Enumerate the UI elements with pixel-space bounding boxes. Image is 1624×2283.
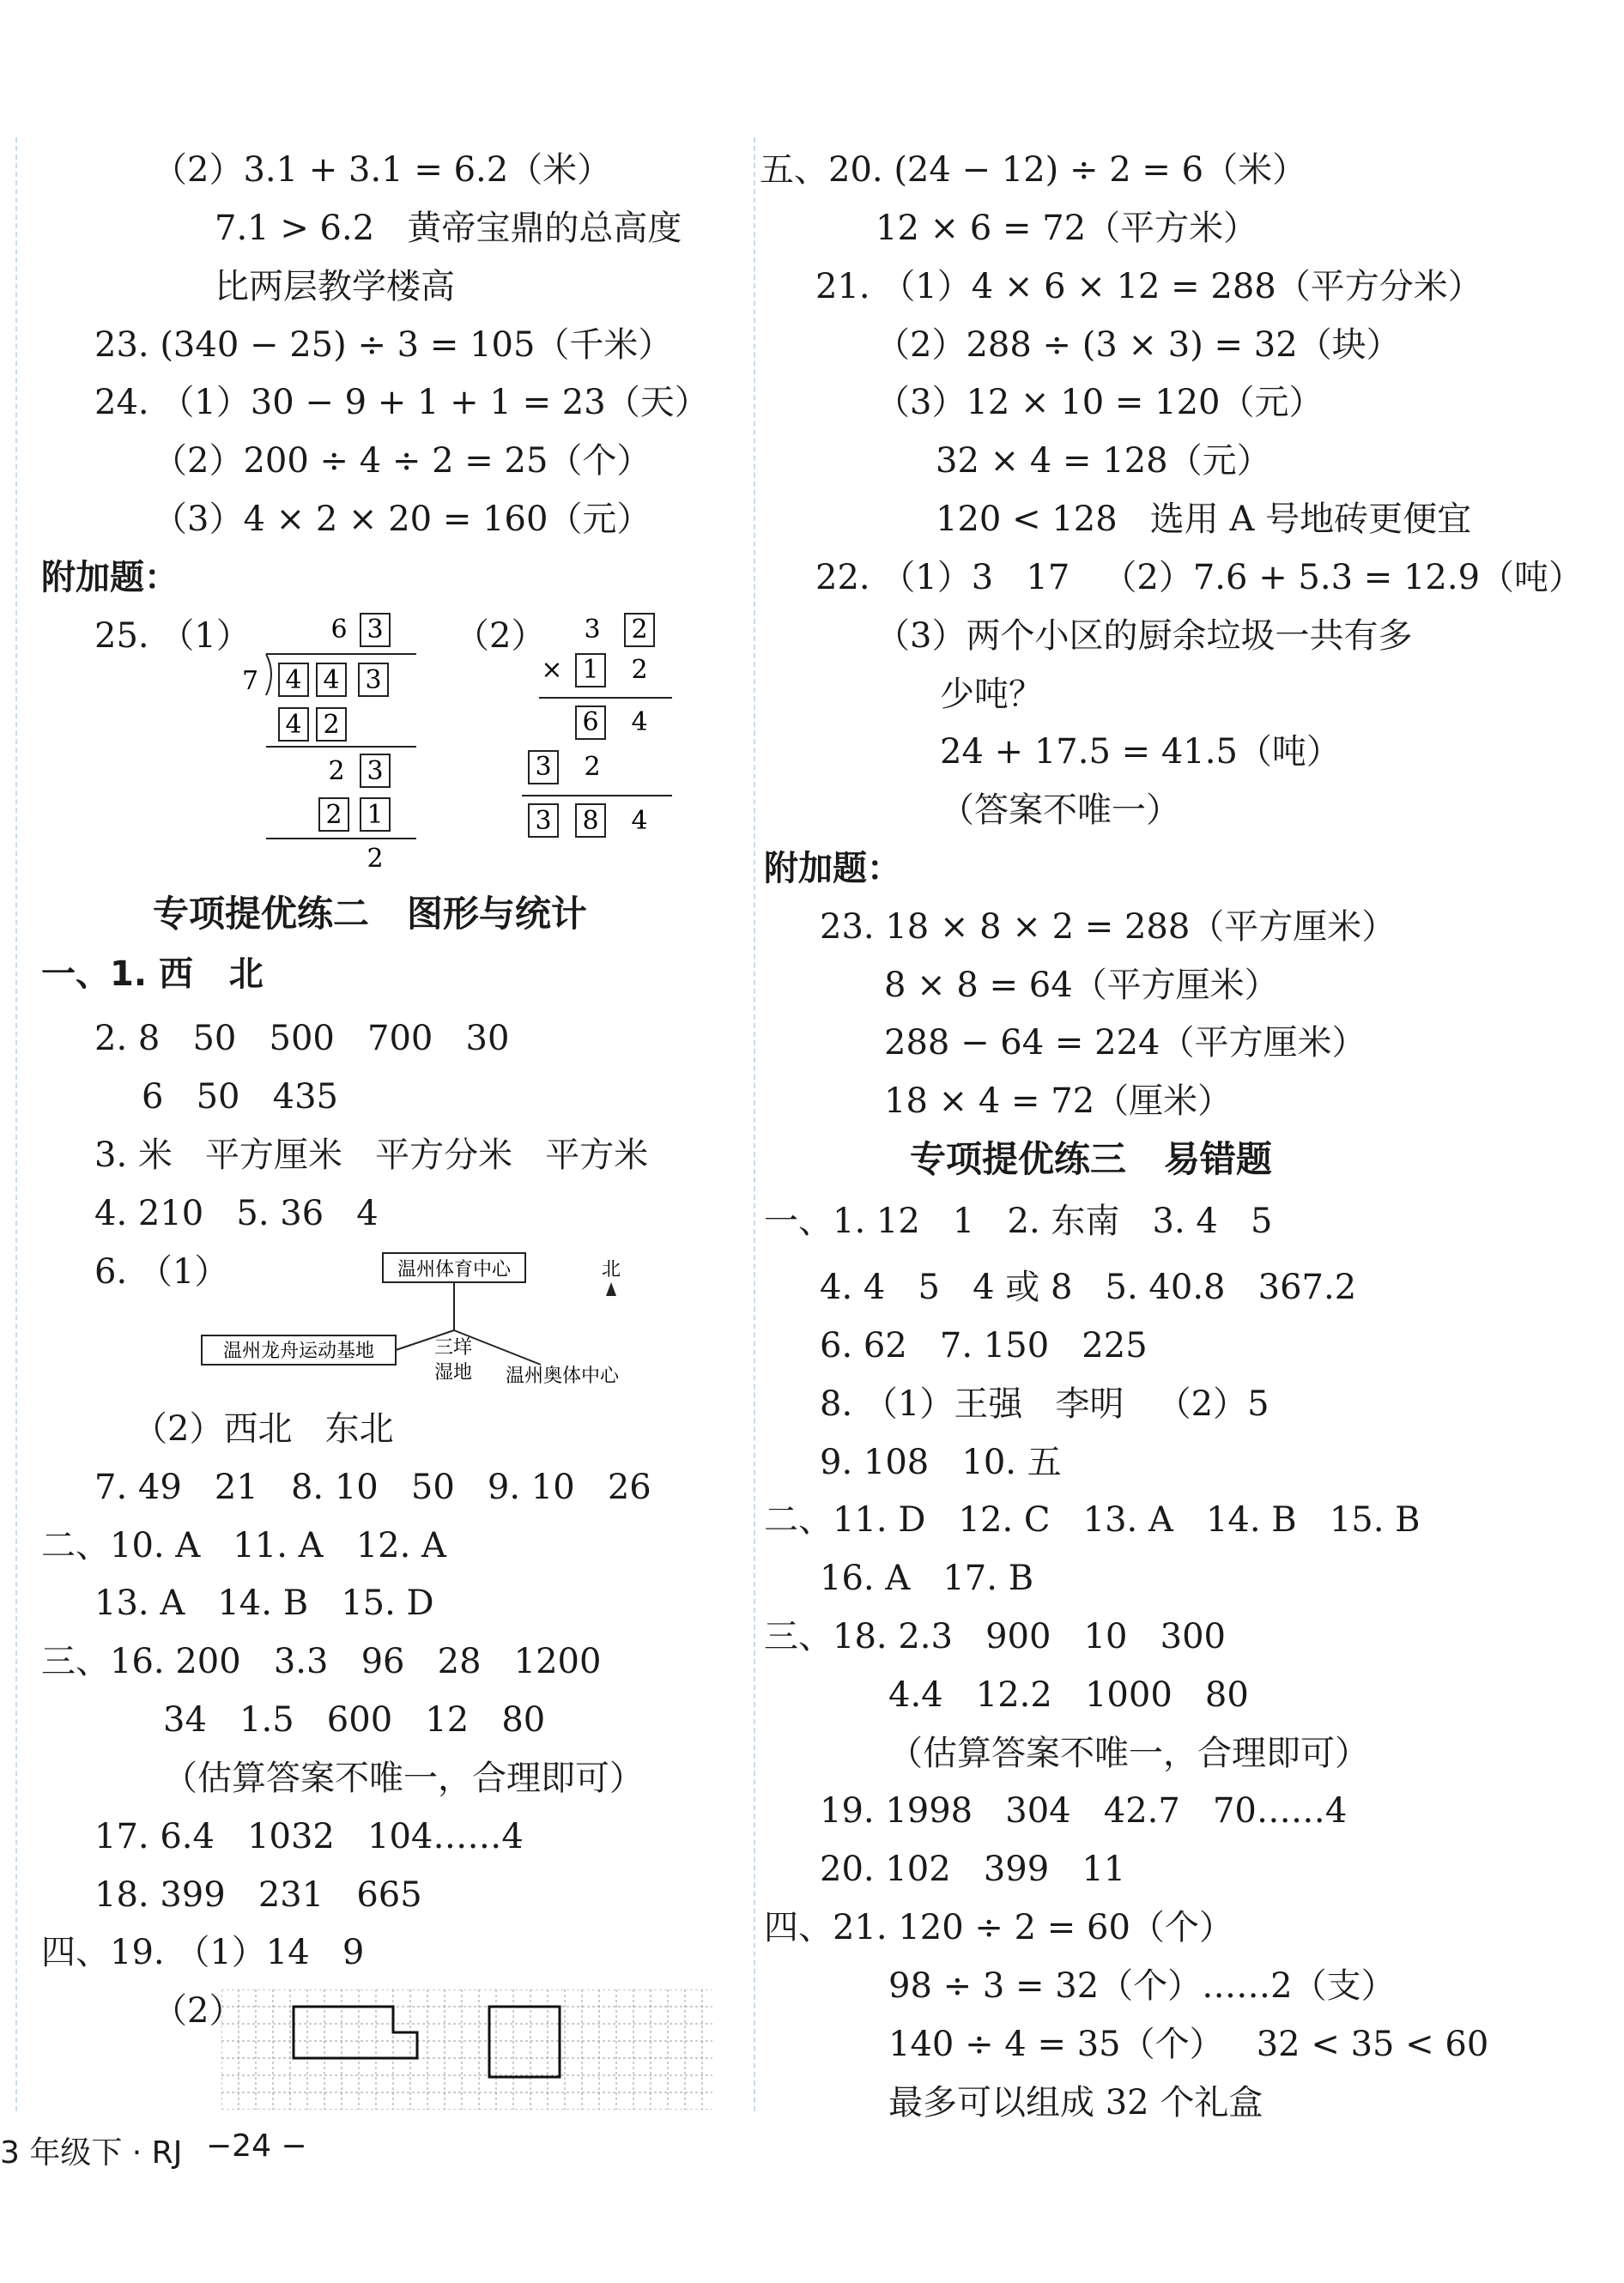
answer-line: 9. 108 10. 五 (820, 1443, 1062, 1482)
dividend-digit: 3 (365, 665, 382, 695)
partial-digit: 3 (535, 752, 552, 782)
answer-line: 4. 4 5 4 或 8 5. 40.8 367.2 (820, 1268, 1357, 1307)
answer-line: 三、16. 200 3.3 96 28 1200 (41, 1642, 602, 1681)
map-label: 温州奥体中心 (505, 1366, 620, 1387)
answer-line: （2） (153, 1991, 244, 2031)
remainder-digit: 2 (328, 756, 345, 786)
vertical-multiplication (513, 605, 685, 854)
map-label: 温州体育中心 (397, 1259, 512, 1281)
answer-line: 23. 18 × 8 × 2 = 288（平方厘米） (820, 907, 1397, 947)
answer-line: 24 + 17.5 = 41.5（吨） (940, 732, 1341, 772)
product-digit: 8 (582, 806, 599, 836)
answer-line: 三、18. 2.3 900 10 300 (764, 1617, 1226, 1656)
answer-line: 2. 8 50 500 700 30 (94, 1019, 510, 1058)
answer-line: （2）西北 东北 (133, 1409, 394, 1449)
answer-line: （2）200 ÷ 4 ÷ 2 = 25（个） (153, 441, 651, 481)
answer-line: 23. (340 − 25) ÷ 3 = 105（千米） (94, 325, 673, 365)
column-divider (754, 137, 755, 2111)
answer-line: 19. 1998 304 42.7 70……4 (820, 1791, 1348, 1831)
answer-line: 120 < 128 选用 A 号地砖更便宜 (936, 500, 1472, 539)
answer-line: 8 × 8 = 64（平方厘米） (884, 966, 1279, 1005)
north-arrow-icon (606, 1282, 616, 1296)
factor-digit: 2 (631, 655, 648, 685)
answer-line: 7.1 > 6.2 黄帝宝鼎的总高度 (215, 209, 682, 248)
answer-line: 98 ÷ 3 = 32（个）……2（支） (888, 1966, 1396, 2006)
answer-line: （估算答案不唯一，合理即可） (163, 1759, 644, 1798)
divisor: 7 (242, 666, 259, 696)
section-title: 专项提优练三 易错题 (910, 1138, 1272, 1180)
bonus-heading: 附加题： (764, 849, 901, 888)
square-grid (221, 1989, 712, 2110)
answer-line: 6. 62 7. 150 225 (820, 1326, 1148, 1366)
shape-figure-1 (294, 2007, 417, 2058)
answer-line: 五、20. (24 − 12) ÷ 2 = 6（米） (760, 150, 1307, 190)
quotient-digit: 6 (330, 615, 348, 645)
answer-line: 21. （1）4 × 6 × 12 = 288（平方分米） (815, 267, 1482, 306)
answer-line: 140 ÷ 4 = 35（个） 32 < 35 < 60 (888, 2025, 1489, 2064)
subtract-digit: 2 (325, 800, 342, 830)
map-label: 温州龙舟运动基地 (222, 1341, 375, 1362)
partial-digit: 2 (584, 752, 601, 782)
bonus-heading: 附加题： (41, 558, 179, 597)
answer-line: 少吨？ (940, 675, 1043, 714)
answer-line: 288 − 64 = 224（平方厘米） (884, 1023, 1366, 1063)
answer-line: 22. （1）3 17 （2）7.6 + 5.3 = 12.9（吨） (815, 558, 1584, 597)
quotient-digit: 3 (367, 615, 384, 645)
answer-line: 6. （1） (94, 1252, 229, 1292)
answer-line: 比两层教学楼高 (215, 267, 455, 306)
answer-line: （答案不唯一） (940, 790, 1180, 830)
answer-line: 8. （1）王强 李明 （2）5 (820, 1384, 1270, 1424)
division-bracket (266, 654, 271, 695)
answer-line: （估算答案不唯一，合理即可） (888, 1734, 1369, 1773)
map-label: 三垟 (433, 1337, 473, 1359)
answer-line: 25. （1） (94, 616, 251, 656)
left-margin-rule (15, 137, 17, 2111)
answer-line: 4.4 12.2 1000 80 (888, 1675, 1249, 1715)
map-label: 湿地 (433, 1362, 473, 1384)
answer-line: 18. 399 231 665 (94, 1875, 422, 1915)
factor-digit: 3 (584, 615, 601, 645)
answer-line: 24. （1）30 − 9 + 1 + 1 = 23（天） (94, 383, 709, 422)
answer-line: 34 1.5 600 12 80 (163, 1700, 546, 1740)
answer-line: 6 50 435 (142, 1077, 338, 1117)
answer-line: 16. A 17. B (820, 1559, 1034, 1598)
answer-line: （3）12 × 10 = 120（元） (876, 383, 1324, 422)
answer-line: 32 × 4 = 128（元） (936, 441, 1271, 481)
north-label: 北 (601, 1259, 621, 1281)
partial-digit: 6 (582, 707, 599, 737)
direction-map (197, 1244, 661, 1399)
grade-label: 3 年级下 · RJ (0, 2135, 183, 2171)
product-digit: 4 (631, 806, 648, 836)
answer-line: （2） (455, 616, 546, 656)
answer-line: 一、1. 西 北 (41, 954, 264, 994)
answer-line: 13. A 14. B 15. D (94, 1584, 434, 1623)
dividend-digit: 4 (285, 665, 302, 695)
dividend-digit: 4 (323, 665, 340, 695)
answer-line: （2）3.1 + 3.1 = 6.2（米） (153, 150, 612, 190)
subtract-digit: 1 (367, 800, 384, 830)
section-title: 专项提优练二 图形与统计 (153, 893, 587, 935)
answer-line: 四、19. （1）14 9 (41, 1933, 365, 1972)
answer-line: 7. 49 21 8. 10 50 9. 10 26 (94, 1468, 651, 1507)
answer-line: 17. 6.4 1032 104……4 (94, 1817, 524, 1856)
answer-line: （2）288 ÷ (3 × 3) = 32（块） (876, 325, 1401, 365)
shape-figure-2 (489, 2007, 560, 2077)
answer-line: 二、11. D 12. C 13. A 14. B 15. B (764, 1500, 1421, 1540)
answer-line: （3）4 × 2 × 20 = 160（元） (153, 500, 651, 539)
answer-line: （3）两个小区的厨余垃圾一共有多 (876, 616, 1413, 656)
partial-digit: 4 (631, 707, 648, 737)
answer-line: 12 × 6 = 72（平方米） (876, 209, 1258, 248)
page-number: −24 − (206, 2129, 307, 2164)
remainder-digit: 3 (367, 756, 384, 786)
answer-line: 二、10. A 11. A 12. A (41, 1526, 446, 1565)
factor-digit: 1 (582, 655, 599, 685)
answer-line: 4. 210 5. 36 4 (94, 1194, 379, 1233)
final-remainder: 2 (367, 844, 384, 874)
answer-line: 一、1. 12 1 2. 东南 3. 4 5 (764, 1202, 1273, 1241)
product-digit: 3 (535, 806, 552, 836)
factor-digit: 2 (631, 615, 648, 645)
subtract-digit: 4 (285, 710, 302, 740)
answer-line: 最多可以组成 32 个礼盒 (888, 2083, 1263, 2123)
answer-line: 18 × 4 = 72（厘米） (884, 1081, 1233, 1121)
times-sign: × (541, 655, 563, 685)
subtract-digit: 2 (323, 710, 340, 740)
answer-line: 20. 102 399 11 (820, 1850, 1126, 1889)
answer-line: 3. 米 平方厘米 平方分米 平方米 (94, 1135, 649, 1175)
answer-line: 四、21. 120 ÷ 2 = 60（个） (764, 1908, 1233, 1947)
long-division (223, 605, 429, 880)
